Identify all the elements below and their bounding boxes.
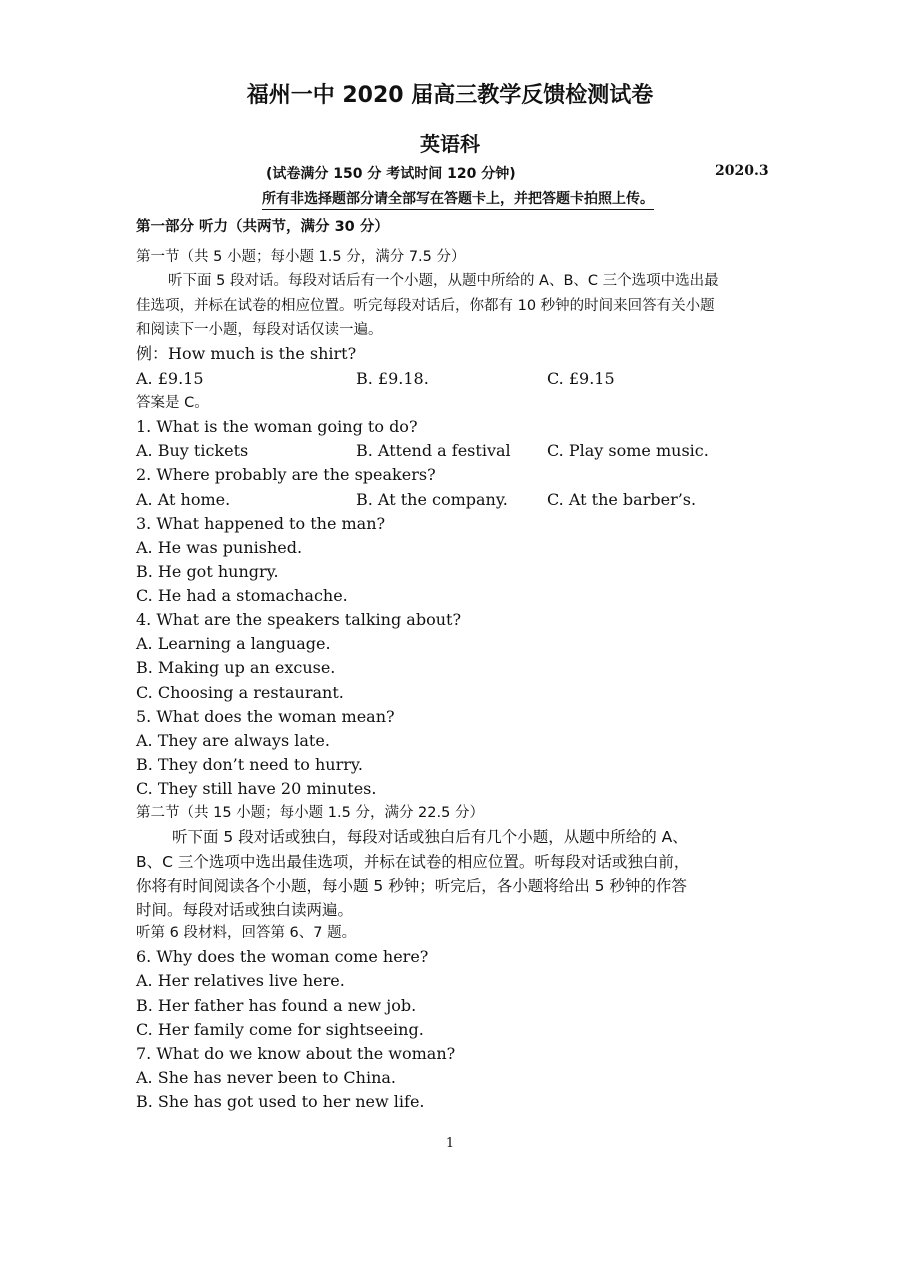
q3-option-b: B. He got hungry. [136,562,279,581]
q2-option-c: C. At the barber’s. [547,490,697,509]
question-7: 7. What do we know about the woman? [136,1044,456,1063]
example-question: 例：How much is the shirt? [136,344,357,363]
q6-option-b: B. Her father has found a new job. [136,996,417,1015]
q5-option-a: A. They are always late. [136,731,330,750]
q6-option-c: C. Her family come for sightseeing. [136,1020,424,1039]
section2-instruction-line: B、C 三个选项中选出最佳选项，并标在试卷的相应位置。听每段对话或独白前， [136,853,690,871]
q7-option-b: B. She has got used to her new life. [136,1092,425,1111]
question-2: 2. Where probably are the speakers? [136,465,436,484]
question-3: 3. What happened to the man? [136,514,386,533]
q5-option-b: B. They don’t need to hurry. [136,755,363,774]
example-option-b: B. £9.18. [356,369,429,388]
q4-option-b: B. Making up an excuse. [136,658,336,677]
upload-notice: 所有非选择题部分请全部写在答题卡上，并把答题卡拍照上传。 [262,188,654,210]
question-6: 6. Why does the woman come here? [136,947,429,966]
q2-option-b: B. At the company. [356,490,508,509]
q3-option-a: A. He was punished. [136,538,303,557]
section2-heading: 第二节（共 15 小题；每小题 1.5 分，满分 22.5 分） [136,805,484,821]
exam-date: 2020.3 [715,163,769,179]
material-6-instruction: 听第 6 段材料，回答第 6、7 题。 [136,925,357,941]
section1-instruction-line: 佳选项，并标在试卷的相应位置。听完每段对话后，你都有 10 秒钟的时间来回答有关小题 [136,298,715,314]
example-answer: 答案是 C。 [136,395,209,411]
question-5: 5. What does the woman mean? [136,707,395,726]
q1-option-c: C. Play some music. [547,441,709,460]
question-1: 1. What is the woman going to do? [136,417,418,436]
exam-title: 福州一中 2020 届高三教学反馈检测试卷 [246,83,654,108]
page-number: 1 [445,1136,455,1151]
section2-instruction-line: 你将有时间阅读各个小题，每小题 5 秒钟；听完后，各小题将给出 5 秒钟的作答 [136,877,687,895]
section1-instruction-line: 听下面 5 段对话。每段对话后有一个小题，从题中所给的 A、B、C 三个选项中选出最 [168,273,719,289]
section2-instruction-line: 时间。每段对话或独白读两遍。 [136,901,354,919]
q6-option-a: A. Her relatives live here. [136,971,345,990]
subject-title: 英语科 [420,132,480,156]
example-option-c: C. £9.15 [547,369,615,388]
section2-instruction-line: 听下面 5 段对话或独白，每段对话或独白后有几个小题，从题中所给的 A、 [172,828,688,846]
q5-option-c: C. They still have 20 minutes. [136,779,377,798]
part1-heading: 第一部分 听力（共两节，满分 30 分） [136,219,389,235]
q1-option-b: B. Attend a festival [356,441,511,460]
q3-option-c: C. He had a stomachache. [136,586,348,605]
q7-option-a: A. She has never been to China. [136,1068,397,1087]
section1-heading: 第一节（共 5 小题；每小题 1.5 分，满分 7.5 分） [136,249,466,265]
example-option-a: A. £9.15 [136,369,204,388]
section1-instruction-line: 和阅读下一小题，每段对话仅读一遍。 [136,322,383,338]
question-4: 4. What are the speakers talking about? [136,610,462,629]
q4-option-a: A. Learning a language. [136,634,331,653]
q1-option-a: A. Buy tickets [136,441,249,460]
q4-option-c: C. Choosing a restaurant. [136,683,344,702]
exam-info: (试卷满分 150 分 考试时间 120 分钟) [266,166,516,182]
q2-option-a: A. At home. [136,490,231,509]
